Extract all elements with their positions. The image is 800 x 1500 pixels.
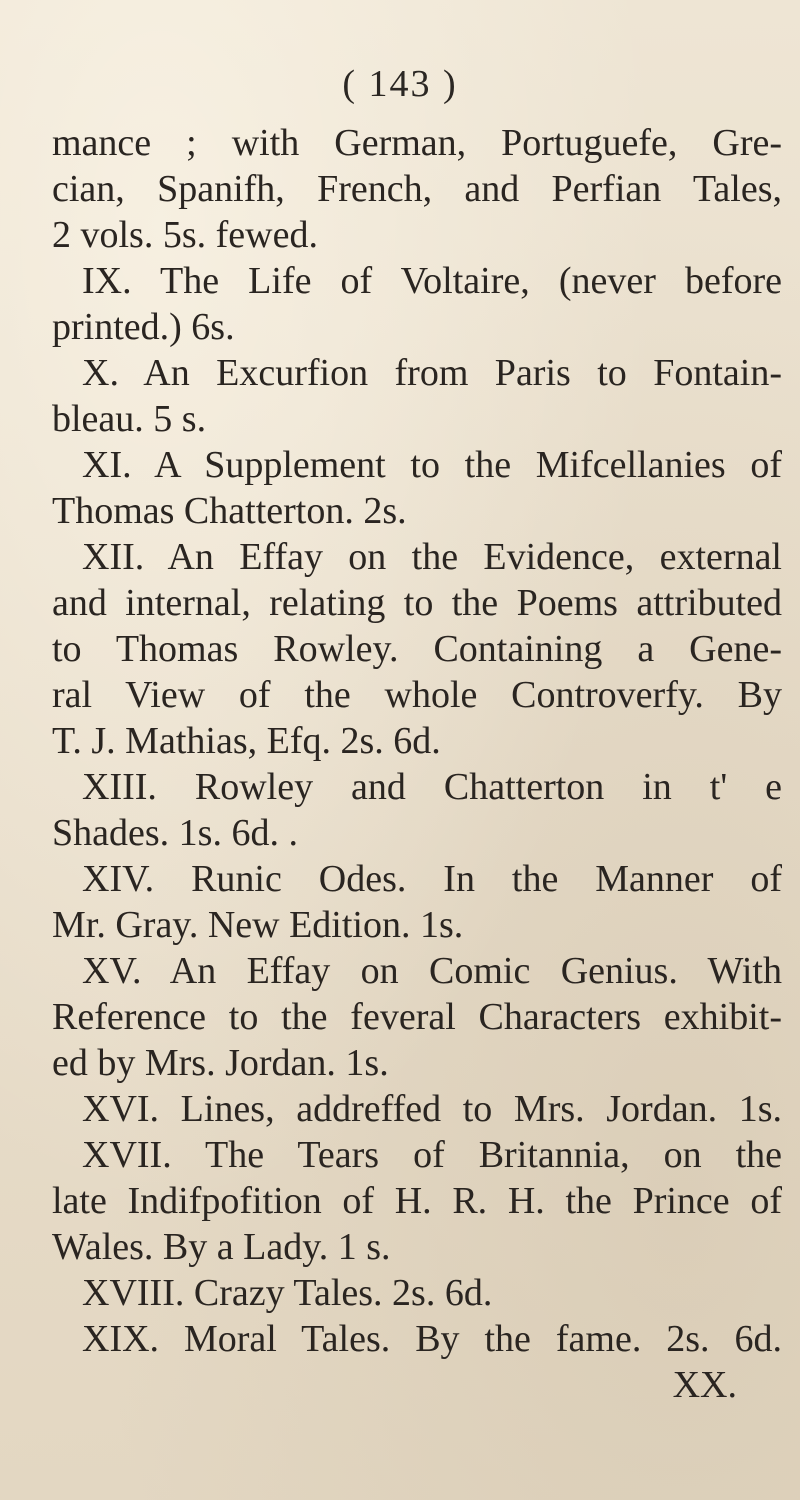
catchword: XX. [672,1364,737,1406]
text-line: XVII. The Tears of Britannia, on the [82,1134,782,1176]
text-line: cian, Spanifh, French, and Perfian Tales, [52,168,782,210]
text-line: XIX. Moral Tales. By the fame. 2s. 6d. [82,1318,782,1360]
text-line: ed by Mrs. Jordan. 1s. [52,1042,389,1084]
text-line: Shades. 1s. 6d. . [52,812,298,854]
text-line: mance ; with German, Portuguefe, Gre- [52,122,782,164]
text-line: IX. The Life of Voltaire, (never before [82,260,782,302]
text-line: Wales. By a Lady. 1 s. [52,1226,391,1268]
text-line: Mr. Gray. New Edition. 1s. [52,904,464,946]
text-line: ral View of the whole Controverfy. By [52,674,782,716]
text-line: XIV. Runic Odes. In the Manner of [82,858,782,900]
text-line: XVI. Lines, addreffed to Mrs. Jordan. 1s. [82,1088,782,1130]
text-line: X. An Excurfion from Paris to Fontain- [82,352,782,394]
text-line: to Thomas Rowley. Containing a Gene- [52,628,782,670]
text-line: XIII. Rowley and Chatterton in t' e [82,766,782,808]
text-line: 2 vols. 5s. fewed. [52,214,318,256]
text-line: and internal, relating to the Poems attributed [52,582,782,624]
text-line: T. J. Mathias, Efq. 2s. 6d. [52,720,441,762]
text-line: XII. An Effay on the Evidence, external [82,536,782,578]
text-line: Reference to the feveral Characters exhibit- [52,996,782,1038]
page-number: ( 143 ) [342,63,458,105]
text-line: bleau. 5 s. [52,398,207,440]
text-line: Thomas Chatterton. 2s. [52,490,407,532]
text-line: printed.) 6s. [52,306,235,348]
text-line: XVIII. Crazy Tales. 2s. 6d. [82,1272,493,1314]
text-line: late Indifpofition of H. R. H. the Prince of [52,1180,782,1222]
text-line: XI. A Supplement to the Mifcellanies of [82,444,782,486]
text-line: XV. An Effay on Comic Genius. With [82,950,782,992]
body-text [52,120,782,1408]
